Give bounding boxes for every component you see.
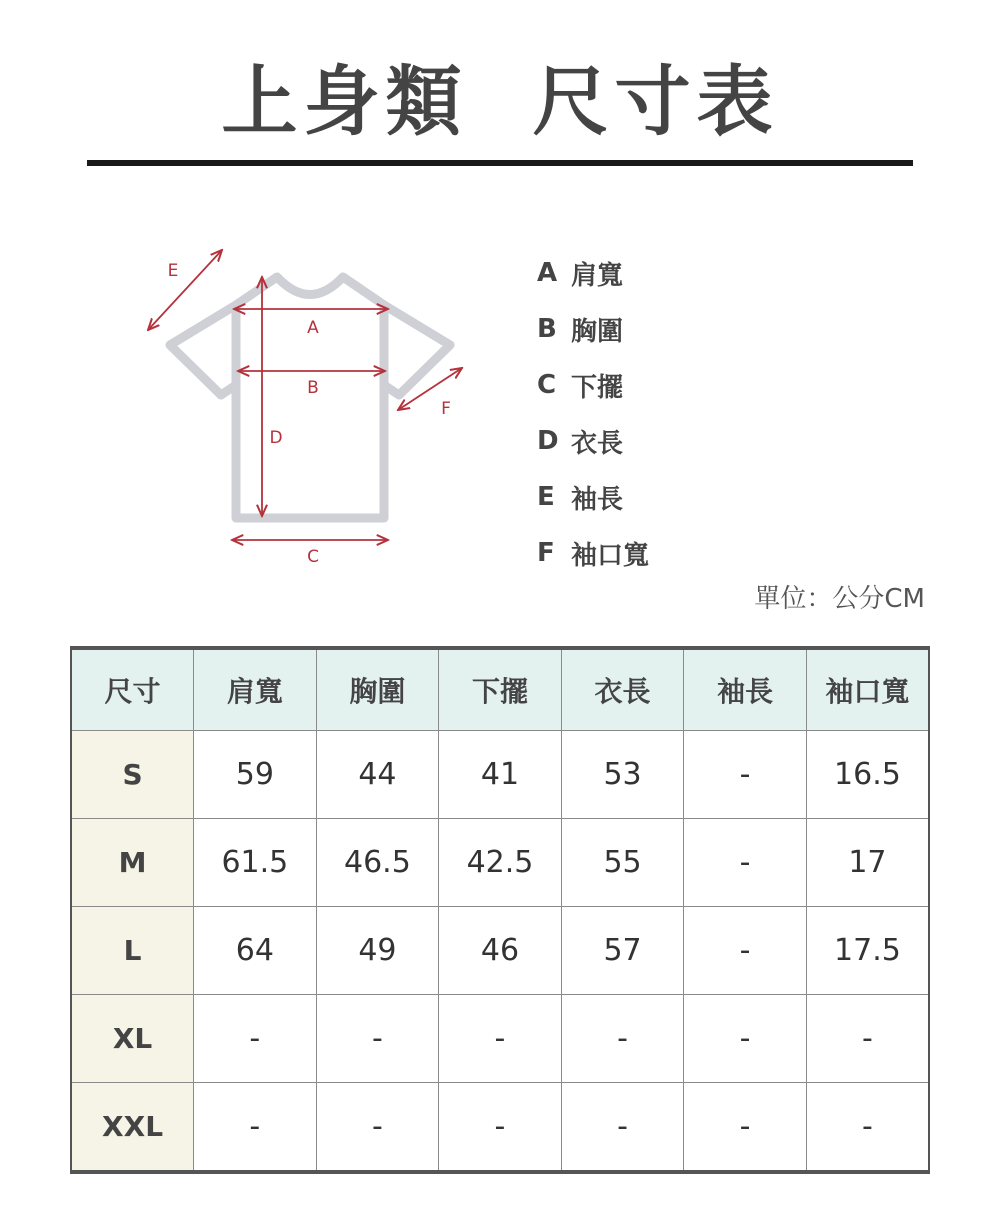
table-header-row [71,648,929,731]
table-cell: - [561,995,684,1083]
table-row [71,819,929,907]
diagram-label-b: B [307,378,319,398]
shirt-measurement-diagram [130,235,480,575]
legend-item [537,357,649,413]
measurement-legend [537,245,649,581]
legend-label: 下擺 [571,372,624,403]
diagram-label-c: C [307,547,319,567]
table-cell: 55 [561,819,684,907]
table-cell: - [684,907,807,995]
size-table [70,646,930,1174]
column-header-shoulder: 肩寬 [194,648,317,731]
table-cell: - [684,819,807,907]
table-cell: 53 [561,731,684,819]
legend-label: 胸圍 [571,316,624,347]
table-cell: 59 [194,731,317,819]
table-cell: 46.5 [316,819,439,907]
size-cell: XL [71,995,194,1083]
table-row [71,995,929,1083]
column-header-hem: 下擺 [439,648,562,731]
legend-label: 衣長 [571,428,624,459]
table-cell: 64 [194,907,317,995]
table-cell: 16.5 [806,731,929,819]
legend-label: 肩寬 [571,260,624,291]
size-cell: L [71,907,194,995]
legend-label: 袖口寬 [571,540,650,571]
table-cell: 44 [316,731,439,819]
table-cell: 17 [806,819,929,907]
table-cell: 57 [561,907,684,995]
legend-item [537,525,649,581]
table-cell: - [439,1083,562,1173]
table-row [71,731,929,819]
table-cell: 17.5 [806,907,929,995]
legend-letter: D [537,426,559,456]
legend-letter: C [537,370,557,400]
legend-item [537,469,649,525]
table-row [71,1083,929,1173]
table-cell: - [806,1083,929,1173]
table-cell: 46 [439,907,562,995]
legend-item [537,301,649,357]
legend-item [537,413,649,469]
table-cell: - [806,995,929,1083]
column-header-length: 衣長 [561,648,684,731]
diagram-label-a: A [307,318,319,338]
diagram-label-e: E [167,261,179,281]
diagram-label-d: D [269,428,283,448]
table-cell: 61.5 [194,819,317,907]
table-cell: - [439,995,562,1083]
column-header-size: 尺寸 [71,648,194,731]
column-header-sleeve-length: 袖長 [684,648,807,731]
table-cell: - [684,1083,807,1173]
legend-letter: F [537,538,555,568]
unit-note: 單位：公分CM [754,584,925,614]
size-cell: M [71,819,194,907]
table-cell: - [316,995,439,1083]
table-cell: 41 [439,731,562,819]
table-cell: 42.5 [439,819,562,907]
table-cell: - [684,731,807,819]
legend-letter: A [537,258,558,288]
column-header-cuff-width: 袖口寬 [806,648,929,731]
column-header-chest: 胸圍 [316,648,439,731]
size-cell: S [71,731,194,819]
legend-letter: E [537,482,555,512]
title-divider [87,160,913,166]
table-row [71,907,929,995]
table-cell: - [194,995,317,1083]
table-cell: - [561,1083,684,1173]
diagram-label-f: F [441,399,451,419]
table-cell: - [194,1083,317,1173]
table-cell: - [316,1083,439,1173]
table-cell: 49 [316,907,439,995]
page-title: 上身類 尺寸表 [221,57,779,146]
table-cell: - [684,995,807,1083]
size-cell: XXL [71,1083,194,1173]
legend-label: 袖長 [571,484,624,515]
legend-item [537,245,649,301]
legend-letter: B [537,314,557,344]
